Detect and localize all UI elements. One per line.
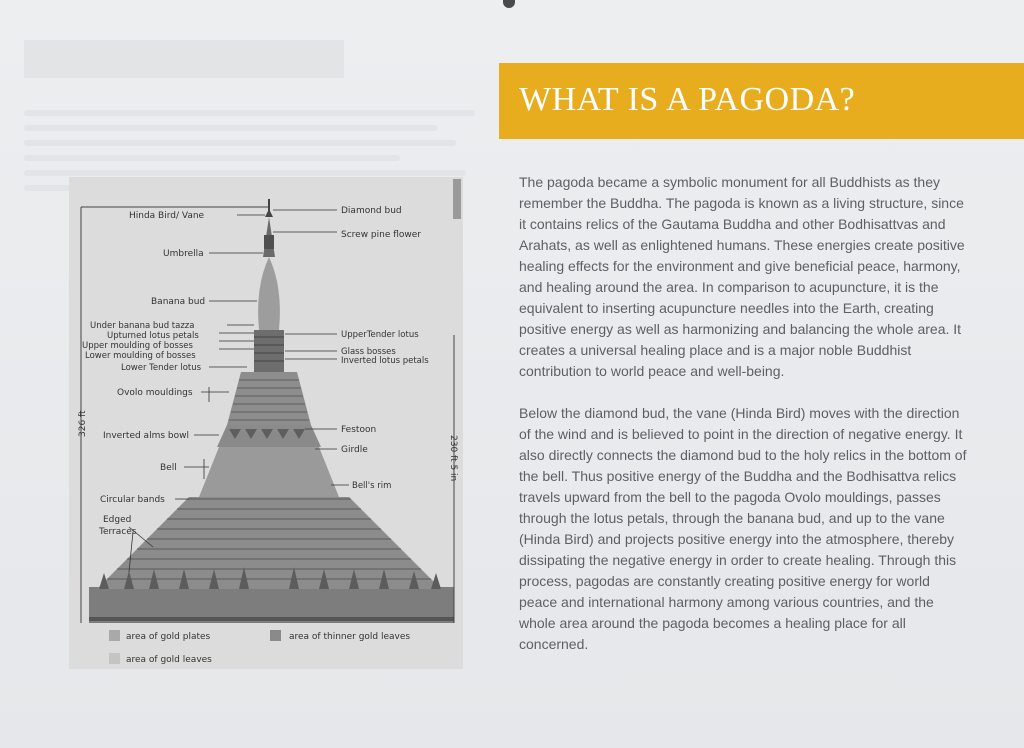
label-upturned-lotus: Upturned lotus petals [107, 331, 199, 341]
label-screw-pine: Screw pine flower [341, 230, 422, 240]
label-bells-rim: Bell's rim [352, 481, 392, 491]
label-glass-bosses: Glass bosses [341, 347, 396, 357]
label-inverted-lotus: Inverted lotus petals [341, 356, 429, 366]
height-total-label: 326 ft [78, 410, 88, 437]
label-terraces: Terraces [99, 527, 137, 537]
label-girdle: Girdle [341, 445, 368, 455]
label-circular-bands: Circular bands [100, 495, 165, 505]
label-ovolo: Ovolo mouldings [117, 388, 193, 398]
pagoda-structure [89, 199, 454, 623]
legend-swatch-thinner-leaves [270, 630, 281, 641]
label-bell: Bell [160, 463, 177, 473]
legend-swatch-gold-plates [109, 630, 120, 641]
label-alms-bowl: Inverted alms bowl [103, 431, 189, 441]
diagram-legend [109, 630, 410, 665]
label-lower-moulding: Lower moulding of bosses [85, 351, 196, 361]
body-text [519, 172, 967, 676]
label-festoon: Festoon [341, 425, 377, 435]
legend-thinner-leaves: area of thinner gold leaves [289, 632, 411, 642]
label-diamond-bud: Diamond bud [341, 206, 402, 216]
paragraph-vane: Below the diamond bud, the vane (Hinda Bird) moves with the direction of the wind and is believed to point in the direction of negative energy. It also directly connects the diamond bud to the holy relics in the bottom of the bell. Thus positive energy of the Buddha and the Bodhisattva relics travels upward from the bell to the pagoda Ovolo mouldings, passes through the lotus petals, through the banana bud, and up to the vane (Hinda Bird) and projects positive energy into the atmosphere, thereby dissipating the negative energy in order to create healing. Through this process, pagodas are constantly creating positive energy for world peace and international harmony among various countries, and the whole area around the pagoda becomes a healing place for all concerned. [519, 405, 967, 652]
legend-gold-leaves: area of gold leaves [126, 655, 212, 665]
height-upper-label: 230 ft 5 in [448, 435, 458, 482]
title-banner [499, 63, 1024, 139]
pagoda-diagram [69, 177, 463, 669]
label-upper-tender: UpperTender lotus [341, 330, 419, 340]
label-under-banana: Under banana bud tazza [90, 321, 195, 331]
scale-bar [453, 179, 461, 219]
paragraph-intro: The pagoda became a symbolic monument for all Buddhists as they remember the Buddha. The pagoda is known as a living structure, since it contains relics of the Gautama Buddha and other Bodhisattvas and Arahats, as well as enlightened humans. These energies create positive healing effects for the environment and give beneficial peace, harmony, and healing around the area. In comparison to acupuncture, it is the equivalent to inserting acupuncture needles into the Earth, creating positive energy as well as harmonizing and balancing the whole area. It creates a universal healing place and is a major noble Buddhist contribution to world peace and well-being. [519, 174, 965, 379]
page-hole-mark [503, 0, 515, 8]
page-title: WHAT IS A PAGODA? [519, 81, 856, 118]
legend-swatch-gold-leaves [109, 653, 120, 664]
label-edged: Edged [103, 515, 132, 525]
label-lower-tender: Lower Tender lotus [121, 363, 202, 373]
label-hinda-bird: Hinda Bird/ Vane [129, 211, 205, 221]
label-upper-moulding: Upper moulding of bosses [82, 341, 193, 351]
bleed-through-heading [24, 40, 344, 78]
legend-gold-plates: area of gold plates [126, 632, 211, 642]
label-banana-bud: Banana bud [151, 297, 206, 307]
label-umbrella: Umbrella [163, 249, 204, 259]
